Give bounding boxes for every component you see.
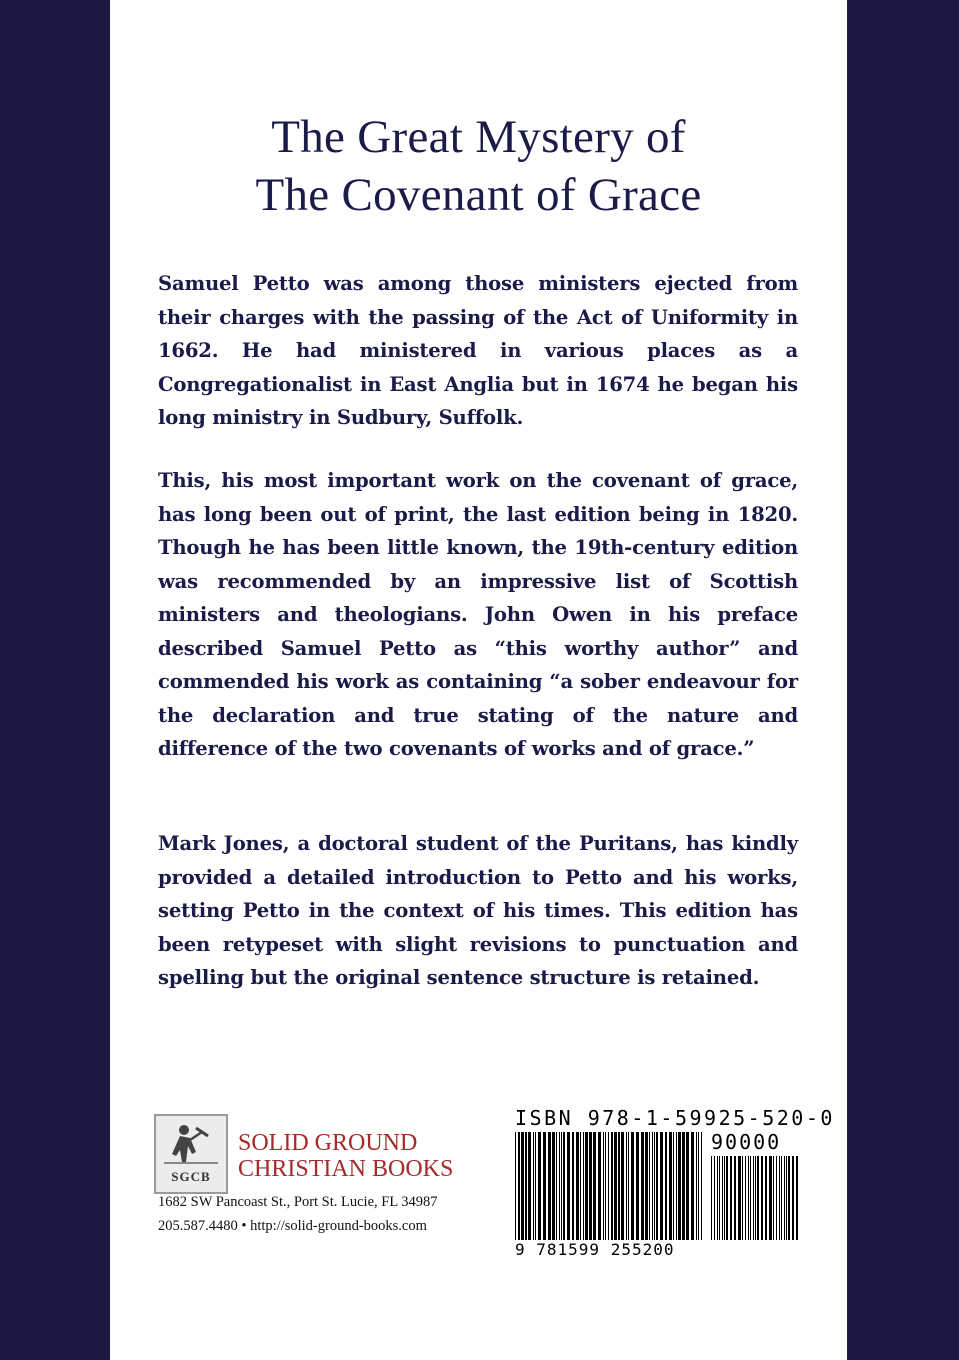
barcode-bar	[614, 1132, 617, 1240]
barcode-bar	[722, 1156, 723, 1240]
logo-text: SGCB	[171, 1169, 211, 1184]
publisher-phone-url: 205.587.4480 • http://solid-ground-books.com	[158, 1218, 427, 1234]
barcode-bar	[652, 1132, 653, 1240]
barcode-bar	[757, 1156, 759, 1240]
barcode-bar	[786, 1156, 787, 1240]
barcode-bar	[698, 1132, 699, 1240]
barcode-bar	[525, 1132, 527, 1240]
barcode-bar	[750, 1156, 751, 1240]
barcode-bar	[593, 1132, 596, 1240]
barcode-bar	[649, 1132, 650, 1240]
back-cover	[110, 0, 847, 1360]
barcode-bar	[561, 1132, 562, 1240]
barcode-bar	[598, 1132, 601, 1240]
barcode-bar	[742, 1156, 743, 1240]
ean-digits: 9 781599 255200	[515, 1240, 675, 1259]
barcode-bar	[559, 1132, 560, 1240]
description-paragraph-1: Samuel Petto was among those ministers ejected from their charges with the passing of the Act of Uniformity in 1662. He had ministered in various places as a Congregationalist in East Anglia but in 1674 he began his long ministry in Sudbury, Suffolk.	[158, 272, 798, 429]
barcode-bar	[645, 1132, 648, 1240]
barcode-bar	[779, 1156, 780, 1240]
barcode-bar	[585, 1132, 588, 1240]
barcode-bar	[567, 1132, 570, 1240]
isbn-label: ISBN 978-1-59925-520-0	[515, 1106, 835, 1130]
barcode-bar	[745, 1156, 746, 1240]
description-paragraph-3: Mark Jones, a doctoral student of the Puritans, has kindly provided a detailed introduction to Petto and his works, setting Petto in the context of his times. This edition has been retypeset with slight revisions to punctuation and spelling but the original sentence structure is retained.	[158, 832, 798, 989]
barcode-bar	[535, 1132, 536, 1240]
barcode-bar	[533, 1132, 534, 1240]
barcode-bar	[691, 1132, 694, 1240]
barcode-bar	[572, 1132, 574, 1240]
barcode-bar	[611, 1132, 613, 1240]
title-line-1: The Great Mystery of	[271, 111, 686, 163]
barcode-bar	[734, 1156, 736, 1240]
barcode-bar	[796, 1156, 798, 1240]
barcode-bar	[580, 1132, 581, 1240]
barcode-bar	[776, 1156, 777, 1240]
barcode-bar	[556, 1132, 557, 1240]
book-title	[110, 108, 847, 224]
barcode-bar	[792, 1156, 794, 1240]
publisher-block	[154, 1108, 494, 1248]
barcode-bar	[724, 1156, 725, 1240]
publisher-address: 1682 SW Pancoast St., Port St. Lucie, FL 34987	[158, 1194, 438, 1210]
barcode-bar	[654, 1132, 655, 1240]
barcode-bar	[717, 1156, 718, 1240]
publisher-logo	[154, 1114, 228, 1194]
barcode-bar	[773, 1156, 774, 1240]
barcode-bar	[726, 1156, 728, 1240]
barcode-bar	[730, 1156, 732, 1240]
publisher-name	[238, 1130, 453, 1182]
barcode-bar	[543, 1132, 546, 1240]
barcode-bar	[665, 1132, 667, 1240]
barcode-bar	[686, 1132, 689, 1240]
barcode-bar	[628, 1132, 629, 1240]
barcode-bar	[761, 1156, 763, 1240]
barcode-bar	[583, 1132, 584, 1240]
barcode-bar	[548, 1132, 551, 1240]
barcode-bar	[521, 1132, 524, 1240]
barcode-bar	[636, 1132, 639, 1240]
barcode-bar	[676, 1132, 677, 1240]
barcode-bar	[608, 1132, 609, 1240]
addon-barcode	[711, 1156, 803, 1240]
barcode-block	[515, 1106, 835, 1266]
barcode-bar	[618, 1132, 620, 1240]
price-addon-label: 90000	[711, 1130, 782, 1154]
barcode-bar	[669, 1132, 672, 1240]
barcode-bar	[781, 1156, 782, 1240]
barcode-bar	[784, 1156, 785, 1240]
description-paragraph-2: This, his most important work on the covenant of grace, has long been out of print, the last edition being in 1820. Though he has been little known, the 19th-century edition was recommended by an impressive list of Scottish ministers and theologians. John Owen in his preface described Samuel Petto as “this worthy author” and commended his work as containing “a sober endeavour for the declaration and true stating of the nature and difference of the two covenants of works and of grace.”	[158, 469, 798, 760]
barcode-bar	[605, 1132, 606, 1240]
barcode-bar	[603, 1132, 604, 1240]
barcode-bar	[552, 1132, 555, 1240]
barcode-bar	[515, 1132, 516, 1240]
title-line-2: The Covenant of Grace	[255, 169, 702, 221]
barcode-bar	[748, 1156, 749, 1240]
barcode-bar	[714, 1156, 715, 1240]
barcode-bar	[538, 1132, 541, 1240]
publisher-name-line-1: SOLID GROUND	[238, 1130, 418, 1156]
publisher-name-line-2: CHRISTIAN BOOKS	[238, 1156, 454, 1182]
barcode-bar	[719, 1156, 720, 1240]
barcode-bar	[738, 1156, 741, 1240]
barcode-bar	[765, 1156, 767, 1240]
barcode-bar	[755, 1156, 756, 1240]
barcode-bar	[753, 1156, 754, 1240]
ean-barcode	[515, 1132, 705, 1240]
barcode-bar	[673, 1132, 674, 1240]
barcode-bar	[701, 1132, 702, 1240]
barcode-bar	[656, 1132, 658, 1240]
barcode-bar	[621, 1132, 624, 1240]
barcode-bar	[641, 1132, 644, 1240]
publisher-contact	[158, 1190, 498, 1238]
barcode-bar	[769, 1156, 772, 1240]
barcode-bar	[711, 1156, 712, 1240]
barcode-bar	[563, 1132, 565, 1240]
barcode-bar	[576, 1132, 579, 1240]
barcode-bar	[678, 1132, 681, 1240]
barcode-bar	[589, 1132, 592, 1240]
barcode-bar	[626, 1132, 627, 1240]
barcode-bar	[518, 1132, 520, 1240]
barcode-bar	[788, 1156, 790, 1240]
barcode-bar	[528, 1132, 531, 1240]
barcode-bar	[631, 1132, 634, 1240]
barcode-bar	[660, 1132, 663, 1240]
barcode-bar	[682, 1132, 685, 1240]
barcode-bar	[696, 1132, 697, 1240]
